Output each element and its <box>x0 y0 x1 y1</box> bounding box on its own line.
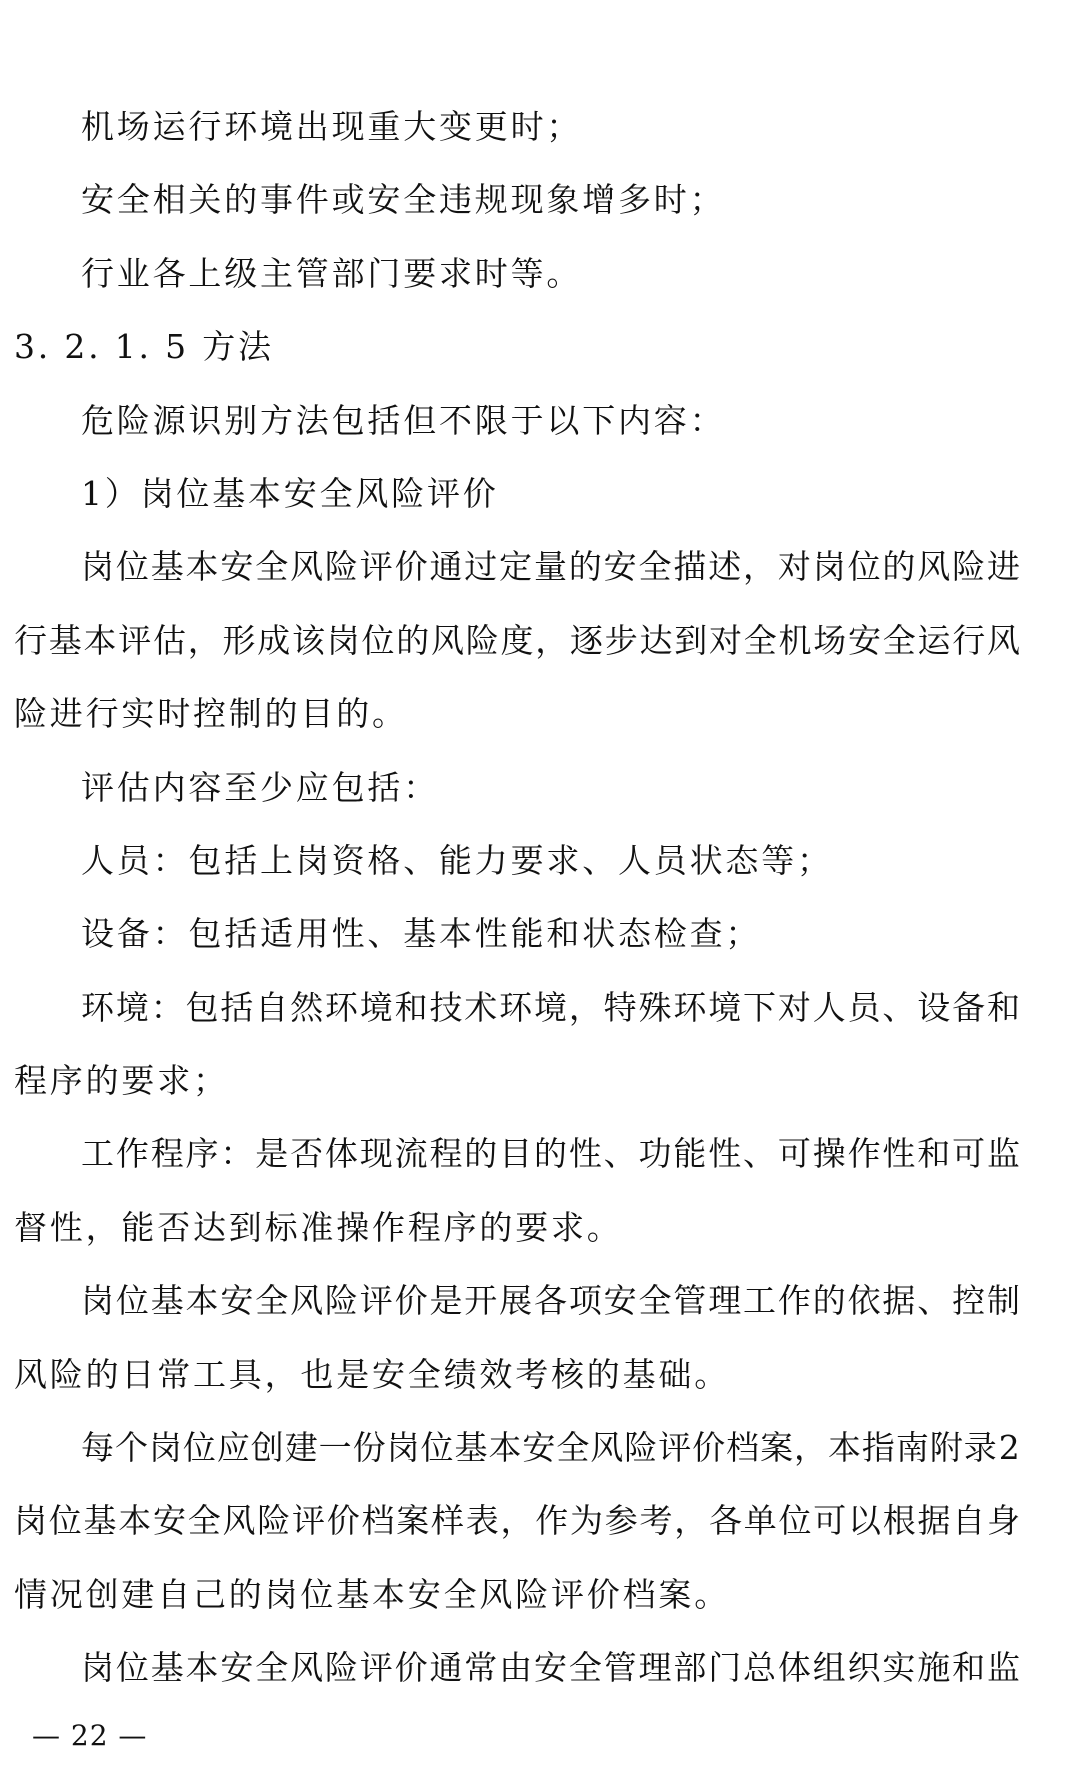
text-glyph: 据 <box>917 1501 951 1541</box>
text-glyph: 性 <box>882 1134 916 1174</box>
text-glyph: 险 <box>324 1648 358 1688</box>
text-glyph: 境 <box>533 987 567 1027</box>
text-glyph: 控 <box>952 1281 986 1321</box>
text-glyph: 险 <box>257 1501 291 1541</box>
text-glyph: 安 <box>533 1648 567 1688</box>
text-glyph: 风 <box>290 1648 324 1688</box>
text-glyph: 作 <box>847 1134 881 1174</box>
text-glyph: 作 <box>777 1281 811 1321</box>
text-glyph: 实 <box>882 1648 916 1688</box>
text-glyph: 该 <box>292 620 325 660</box>
text-line <box>14 1117 1020 1190</box>
text-glyph: 程 <box>429 1134 463 1174</box>
text-glyph: 量 <box>533 547 567 587</box>
text-glyph: 部 <box>673 1648 707 1688</box>
text-glyph: 场 <box>813 620 847 660</box>
text-glyph: 险 <box>952 547 986 587</box>
text-glyph: 、 <box>917 1281 951 1321</box>
text-line: 危险源识别方法包括但不限于以下内容： <box>81 400 726 440</box>
text-line <box>14 1631 1020 1704</box>
text-glyph: 以 <box>848 1501 881 1541</box>
text-glyph: 安 <box>848 620 881 660</box>
text-glyph: 项 <box>568 1281 602 1321</box>
text-glyph: 风 <box>917 547 951 587</box>
text-glyph: 否 <box>290 1134 324 1174</box>
text-line <box>14 1484 1020 1557</box>
text-glyph: 评 <box>359 547 393 587</box>
text-glyph: ， <box>674 1501 708 1541</box>
text-glyph: 价 <box>394 1281 428 1321</box>
text-glyph: 安 <box>603 547 637 587</box>
document-body <box>14 90 1020 1705</box>
text-glyph: 能 <box>673 1134 707 1174</box>
text-glyph: 基 <box>150 1648 184 1688</box>
text-line <box>14 1411 1020 1484</box>
text-glyph: 本 <box>118 1501 152 1541</box>
text-glyph: 档 <box>361 1501 395 1541</box>
text-glyph: 一 <box>318 1428 352 1468</box>
text-glyph: 参 <box>604 1501 638 1541</box>
text-glyph: 过 <box>464 547 498 587</box>
text-glyph: 位 <box>778 1501 812 1541</box>
text-glyph: 作 <box>535 1501 569 1541</box>
text-glyph: 和 <box>917 1134 951 1174</box>
text-line: 人员：包括上岗资格、能力要求、人员状态等； <box>81 840 833 880</box>
text-glyph: 评 <box>118 620 152 660</box>
text-glyph: 安 <box>603 1281 637 1321</box>
text-glyph: 依 <box>847 1281 881 1321</box>
text-line: 评估内容至少应包括： <box>81 767 439 807</box>
text-glyph: 位 <box>420 1428 454 1468</box>
text-glyph: 工 <box>743 1281 777 1321</box>
text-glyph: 流 <box>394 1134 428 1174</box>
text-glyph: 展 <box>499 1281 533 1321</box>
text-glyph: 理 <box>638 1648 672 1688</box>
text-glyph: 建 <box>284 1428 318 1468</box>
text-glyph: 自 <box>255 987 289 1027</box>
text-glyph: 组 <box>812 1648 846 1688</box>
text-glyph: 险 <box>324 1281 358 1321</box>
text-glyph: 到 <box>674 620 708 660</box>
text-glyph: 管 <box>673 1281 707 1321</box>
text-glyph: 然 <box>290 987 324 1027</box>
text-glyph: 对 <box>777 547 811 587</box>
text-glyph: 定 <box>499 547 533 587</box>
text-glyph: 门 <box>708 1648 742 1688</box>
text-glyph: 考 <box>639 1501 673 1541</box>
text-glyph: 特 <box>603 987 637 1027</box>
text-glyph: 的 <box>464 1134 498 1174</box>
text-glyph: 基 <box>454 1428 488 1468</box>
text-glyph: ， <box>500 1501 534 1541</box>
text-glyph: 步 <box>604 620 638 660</box>
text-glyph: 险 <box>324 547 358 587</box>
text-glyph: 价 <box>692 1428 726 1468</box>
text-glyph: 评 <box>292 1501 325 1541</box>
text-glyph: 体 <box>777 1648 811 1688</box>
text-glyph: 案 <box>396 1501 430 1541</box>
text-glyph: 岗 <box>81 1281 114 1321</box>
text-glyph: 殊 <box>638 987 672 1027</box>
text-glyph: 可 <box>777 1134 811 1174</box>
text-glyph: 和 <box>394 987 428 1027</box>
text-glyph: 进 <box>986 547 1020 587</box>
text-glyph: 岗 <box>148 1428 182 1468</box>
text-glyph: 全 <box>638 1281 672 1321</box>
text-line <box>14 1264 1020 1337</box>
text-glyph: 价 <box>394 1648 428 1688</box>
text-glyph: 安 <box>522 1428 556 1468</box>
text-glyph: 监 <box>986 1134 1020 1174</box>
text-glyph: 运 <box>917 620 951 660</box>
text-glyph: 录 <box>963 1428 997 1468</box>
text-glyph: 本 <box>185 547 219 587</box>
text-glyph: 风 <box>290 547 324 587</box>
text-glyph: 安 <box>220 1648 254 1688</box>
text-glyph: 自 <box>952 1501 986 1541</box>
text-glyph: 本 <box>185 1281 219 1321</box>
text-glyph: 档 <box>726 1428 760 1468</box>
text-glyph: 位 <box>361 620 395 660</box>
text-glyph: 制 <box>986 1281 1020 1321</box>
text-glyph: 风 <box>590 1428 624 1468</box>
text-glyph: 身 <box>987 1501 1020 1541</box>
text-glyph: 人 <box>812 987 846 1027</box>
text-glyph: 境 <box>359 987 393 1027</box>
text-glyph: 境 <box>115 987 149 1027</box>
text-glyph: 描 <box>673 547 707 587</box>
text-glyph: 、 <box>882 987 916 1027</box>
text-glyph: 附 <box>929 1428 963 1468</box>
text-line: 督性，能否达到标准操作程序的要求。 <box>14 1207 623 1247</box>
text-glyph: 员 <box>847 987 881 1027</box>
text-glyph: 全 <box>568 1648 602 1688</box>
text-glyph: 位 <box>48 1501 82 1541</box>
text-glyph: 全 <box>255 1281 289 1321</box>
text-glyph: 达 <box>639 620 673 660</box>
text-line: 机场运行环境出现重大变更时； <box>81 107 583 146</box>
text-glyph: 本 <box>83 620 117 660</box>
text-glyph: 价 <box>326 1501 360 1541</box>
text-glyph: 通 <box>429 547 463 587</box>
text-glyph: 环 <box>499 987 533 1027</box>
text-glyph: 设 <box>917 987 951 1027</box>
text-glyph: 应 <box>216 1428 250 1468</box>
text-glyph: 作 <box>115 1134 149 1174</box>
text-glyph: 述 <box>708 547 742 587</box>
text-glyph: 份 <box>352 1428 386 1468</box>
text-glyph: 是 <box>429 1281 463 1321</box>
text-glyph: 南 <box>895 1428 929 1468</box>
text-glyph: 险 <box>624 1428 658 1468</box>
text-glyph: 现 <box>359 1134 393 1174</box>
text-glyph: 织 <box>847 1648 881 1688</box>
text-glyph: 样 <box>431 1501 464 1541</box>
text-glyph: 险 <box>465 620 499 660</box>
text-glyph: 性 <box>568 1134 602 1174</box>
text-glyph: 基 <box>150 1281 184 1321</box>
text-glyph: 指 <box>861 1428 895 1468</box>
text-glyph: 位 <box>182 1428 216 1468</box>
text-glyph: 本 <box>185 1648 219 1688</box>
text-glyph: 对 <box>777 987 811 1027</box>
text-glyph: 体 <box>324 1134 358 1174</box>
page-number: — 22 — <box>32 1719 148 1752</box>
section-heading: 3. 2. 1. 5 方法 <box>14 327 274 367</box>
text-glyph: 风 <box>222 1501 256 1541</box>
text-glyph: 估 <box>153 620 186 660</box>
text-line: 行业各上级主管部门要求时等。 <box>81 253 583 293</box>
text-glyph: 评 <box>359 1648 393 1688</box>
text-line <box>14 530 1020 603</box>
text-line: 安全相关的事件或安全违规现象增多时； <box>81 180 726 220</box>
text-glyph: 岗 <box>81 547 114 587</box>
text-line: 风险的日常工具，也是安全绩效考核的基础。 <box>14 1354 730 1394</box>
text-glyph: 目 <box>499 1134 533 1174</box>
text-glyph: 基 <box>48 620 82 660</box>
text-glyph: 各 <box>709 1501 742 1541</box>
text-glyph: 位 <box>115 1281 149 1321</box>
text-glyph: 的 <box>396 620 430 660</box>
text-glyph: 术 <box>464 987 498 1027</box>
text-glyph: 和 <box>952 1648 986 1688</box>
text-glyph: 技 <box>429 987 463 1027</box>
text-glyph: 全 <box>638 547 672 587</box>
text-glyph: 可 <box>813 1501 847 1541</box>
text-glyph: ， <box>743 547 777 587</box>
text-glyph: 管 <box>603 1648 637 1688</box>
text-glyph: 境 <box>708 987 742 1027</box>
text-glyph: 和 <box>986 987 1020 1027</box>
text-glyph: ， <box>187 620 221 660</box>
text-glyph: 创 <box>250 1428 284 1468</box>
text-glyph: 开 <box>464 1281 498 1321</box>
text-glyph: 全 <box>255 1648 289 1688</box>
text-line: 情况创建自己的岗位基本安全风险评价档案。 <box>14 1574 730 1614</box>
text-glyph: 、 <box>743 1134 777 1174</box>
text-glyph: 岗 <box>14 1501 47 1541</box>
text-line: 险进行实时控制的目的。 <box>14 694 408 734</box>
text-glyph: 工 <box>81 1134 114 1174</box>
text-glyph: 表 <box>465 1501 499 1541</box>
text-glyph: 常 <box>464 1648 498 1688</box>
text-glyph: 基 <box>150 547 184 587</box>
text-glyph: 监 <box>986 1648 1020 1688</box>
text-glyph: 个 <box>114 1428 148 1468</box>
text-glyph: 括 <box>220 987 254 1027</box>
text-glyph: ， <box>535 620 569 660</box>
text-glyph: 安 <box>153 1501 186 1541</box>
text-glyph: 全 <box>882 620 916 660</box>
text-glyph: 全 <box>187 1501 221 1541</box>
text-line: 设备：包括适用性、基本性能和状态检查； <box>81 914 762 954</box>
text-glyph: 对 <box>709 620 742 660</box>
text-glyph: 岗 <box>386 1428 420 1468</box>
text-glyph: 度 <box>500 620 534 660</box>
text-glyph: ： <box>220 1134 254 1174</box>
text-glyph: 单 <box>743 1501 777 1541</box>
text-glyph: 本 <box>827 1428 861 1468</box>
text-glyph: 包 <box>185 987 219 1027</box>
text-glyph: 安 <box>220 1281 254 1321</box>
text-glyph: 为 <box>570 1501 603 1541</box>
text-glyph: 环 <box>81 987 114 1027</box>
text-glyph: 根 <box>882 1501 916 1541</box>
text-glyph: 环 <box>324 987 358 1027</box>
text-glyph: 性 <box>708 1134 742 1174</box>
text-glyph: 每 <box>81 1428 114 1468</box>
text-glyph: ， <box>568 987 602 1027</box>
text-glyph: 备 <box>952 987 986 1027</box>
text-glyph: ， <box>794 1428 828 1468</box>
text-glyph: 2 <box>998 1428 1020 1468</box>
text-glyph: 序 <box>185 1134 219 1174</box>
text-glyph: 形 <box>222 620 256 660</box>
text-glyph: 基 <box>83 1501 117 1541</box>
text-glyph: 位 <box>847 547 881 587</box>
text-glyph: 风 <box>431 620 464 660</box>
text-glyph: 价 <box>394 547 428 587</box>
text-line <box>14 971 1020 1044</box>
text-glyph: 行 <box>952 620 986 660</box>
text-glyph: 全 <box>743 620 777 660</box>
text-glyph: 施 <box>917 1648 951 1688</box>
text-glyph: 成 <box>257 620 291 660</box>
text-glyph: 风 <box>987 620 1020 660</box>
text-glyph: 的 <box>882 547 916 587</box>
text-glyph: 全 <box>255 547 289 587</box>
text-glyph: 案 <box>760 1428 794 1468</box>
subsection-heading: 1）岗位基本安全风险评价 <box>81 473 499 513</box>
text-glyph: ： <box>150 987 184 1027</box>
text-glyph: 风 <box>290 1281 324 1321</box>
text-glyph: 通 <box>429 1648 463 1688</box>
text-glyph: 岗 <box>326 620 360 660</box>
text-glyph: 环 <box>673 987 707 1027</box>
text-glyph: 是 <box>255 1134 289 1174</box>
text-glyph: 逐 <box>570 620 603 660</box>
text-glyph: 本 <box>488 1428 522 1468</box>
text-glyph: 的 <box>812 1281 846 1321</box>
text-glyph: 据 <box>882 1281 916 1321</box>
text-glyph: 由 <box>499 1648 533 1688</box>
text-glyph: 机 <box>778 620 812 660</box>
text-glyph: 全 <box>556 1428 590 1468</box>
text-glyph: 可 <box>952 1134 986 1174</box>
text-glyph: 的 <box>533 1134 567 1174</box>
text-glyph: 评 <box>658 1428 692 1468</box>
text-line: 程序的要求； <box>14 1061 229 1101</box>
text-glyph: 各 <box>533 1281 567 1321</box>
text-glyph: 的 <box>568 547 602 587</box>
text-glyph: 下 <box>743 987 777 1027</box>
text-glyph: 程 <box>150 1134 184 1174</box>
text-glyph: 理 <box>708 1281 742 1321</box>
text-glyph: 、 <box>603 1134 637 1174</box>
text-glyph: 岗 <box>81 1648 114 1688</box>
text-glyph: 总 <box>743 1648 777 1688</box>
text-glyph: 安 <box>220 547 254 587</box>
text-glyph: 操 <box>812 1134 846 1174</box>
text-glyph: 位 <box>115 547 149 587</box>
text-glyph: 位 <box>115 1648 149 1688</box>
text-glyph: 功 <box>638 1134 672 1174</box>
text-line <box>14 604 1020 677</box>
text-glyph: 岗 <box>812 547 846 587</box>
text-glyph: 行 <box>14 620 47 660</box>
text-glyph: 评 <box>359 1281 393 1321</box>
